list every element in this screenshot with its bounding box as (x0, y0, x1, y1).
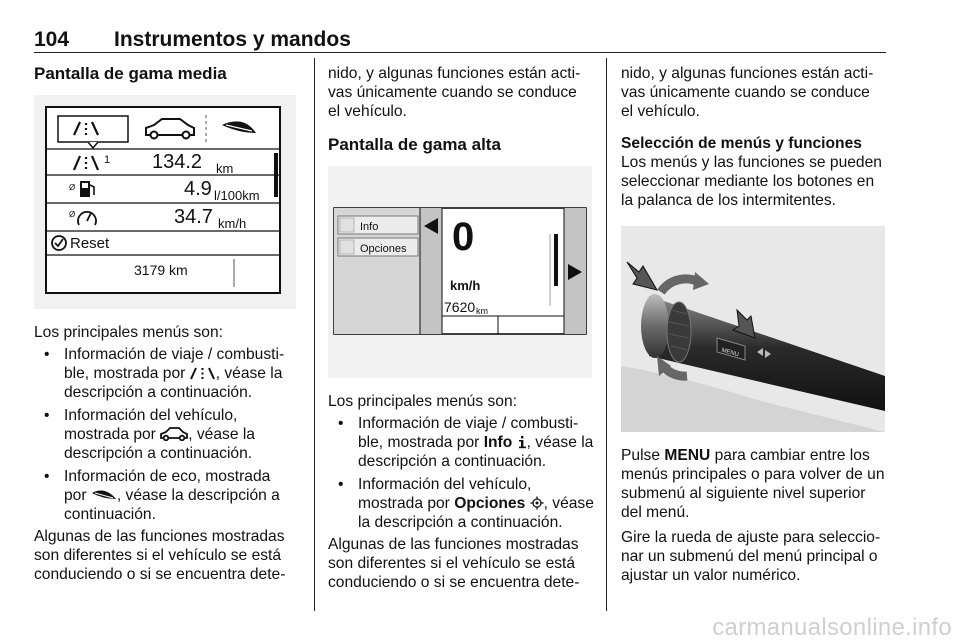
scrollbar-indicator (554, 234, 558, 286)
odometer-value: 3179 km (134, 262, 188, 278)
col1-intro: Los principales menús son: (34, 324, 223, 341)
col2-intro: Los principales menús son: (328, 393, 517, 410)
turn-signal-lever-figure (621, 226, 885, 432)
page-number: 104 (34, 28, 70, 51)
list-item: • Información del vehículo, mostrada por , véase la descripción a continuación. (34, 406, 304, 463)
menu-info-label: Info (360, 221, 379, 233)
lever-end-cap (641, 294, 669, 358)
menu-options-label: Opciones (360, 243, 407, 255)
reset-label: Reset (70, 235, 110, 252)
subsection-heading-menu-selection: Selección de menús y funciones (621, 135, 862, 152)
trip-distance-unit: km (216, 161, 234, 176)
list-item: • Información de viaje / combusti- ble, mostrada por Info , véase la descripción a continuación. (328, 414, 598, 471)
menu-button-label: MENU (720, 347, 740, 359)
speed-digital-unit: km/h (450, 278, 481, 293)
column-1 (34, 60, 304, 584)
page-header-title: Instrumentos y mandos (114, 28, 351, 51)
col2-menu-list (328, 414, 598, 532)
section-heading-high-display: Pantalla de gama alta (328, 135, 501, 154)
col2-continued-paragraph: nido, y algunas funciones están acti- vas únicamente cuando se conduce el vehículo. (328, 65, 581, 120)
info-menu-icon (340, 218, 354, 232)
col3-continued-paragraph: nido, y algunas funciones están acti- vas únicamente cuando se conduce el vehículo. (621, 65, 874, 120)
average-speed-value: 34.7 (174, 206, 213, 228)
list-item: • Información del vehículo, mostrada por Opciones , véase la descripción a continuación. (328, 475, 598, 532)
col3-paragraph-1: Los menús y las funciones se pueden seleccionar mediante los botones en la palanca de los intermitentes. (621, 154, 882, 209)
options-gear-icon (530, 496, 544, 510)
column-divider-2 (606, 58, 607, 611)
list-item: • Información de eco, mostrada por , véase la descripción a continuación. (34, 467, 304, 524)
col2-paragraph: Algunas de las funciones mostradas son diferentes si el vehículo se está conduciendo o si se encuentra dete- (328, 536, 580, 591)
page-header (34, 28, 886, 53)
trip-distance-value: 134.2 (152, 151, 203, 173)
average-speed-unit: km/h (218, 216, 247, 231)
adjuster-wheel[interactable] (667, 302, 691, 362)
watermark: carmanualsonline.info (712, 614, 952, 641)
eco-leaf-icon (91, 488, 117, 502)
options-menu-icon (340, 240, 354, 254)
trip-superscript: 1 (104, 154, 111, 166)
high-level-display-figure (328, 166, 592, 378)
fuel-consumption-unit: l/100km (214, 188, 260, 203)
speed-digital-value: 0 (452, 215, 475, 259)
mid-level-display-figure (34, 95, 296, 309)
list-item: • Información de viaje / combusti- ble, mostrada por , véase la descripción a continuación. (34, 345, 304, 402)
high-display-illustration (328, 166, 592, 378)
info-icon (517, 435, 527, 449)
column-divider-1 (314, 58, 315, 611)
column-2 (328, 60, 598, 592)
trip-fuel-icon (190, 366, 216, 380)
svg-text:Ø: Ø (69, 210, 76, 219)
vehicle-car-icon (160, 427, 188, 441)
column-3 (621, 60, 889, 585)
odometer-digital-unit: km (476, 306, 488, 316)
col3-paragraph-2: Pulse MENU para cambiar entre los menús principales o para volver de un submenú al siguiente nivel superior del menú. (621, 447, 885, 521)
turn-signal-lever-illustration (621, 226, 885, 432)
odometer-digital-value: 7620 (444, 299, 476, 315)
fuel-consumption-value: 4.9 (184, 178, 212, 200)
col1-paragraph: Algunas de las funciones mostradas son diferentes si el vehículo se está conduciendo o si se encuentra dete- (34, 528, 286, 583)
col3-paragraph-3: Gire la rueda de ajuste para seleccio- nar un submenú del menú principal o ajustar un valor numérico. (621, 529, 881, 584)
svg-text:Ø: Ø (69, 183, 76, 192)
col1-menu-list (34, 345, 304, 524)
section-heading-mid-display: Pantalla de gama media (34, 64, 227, 83)
